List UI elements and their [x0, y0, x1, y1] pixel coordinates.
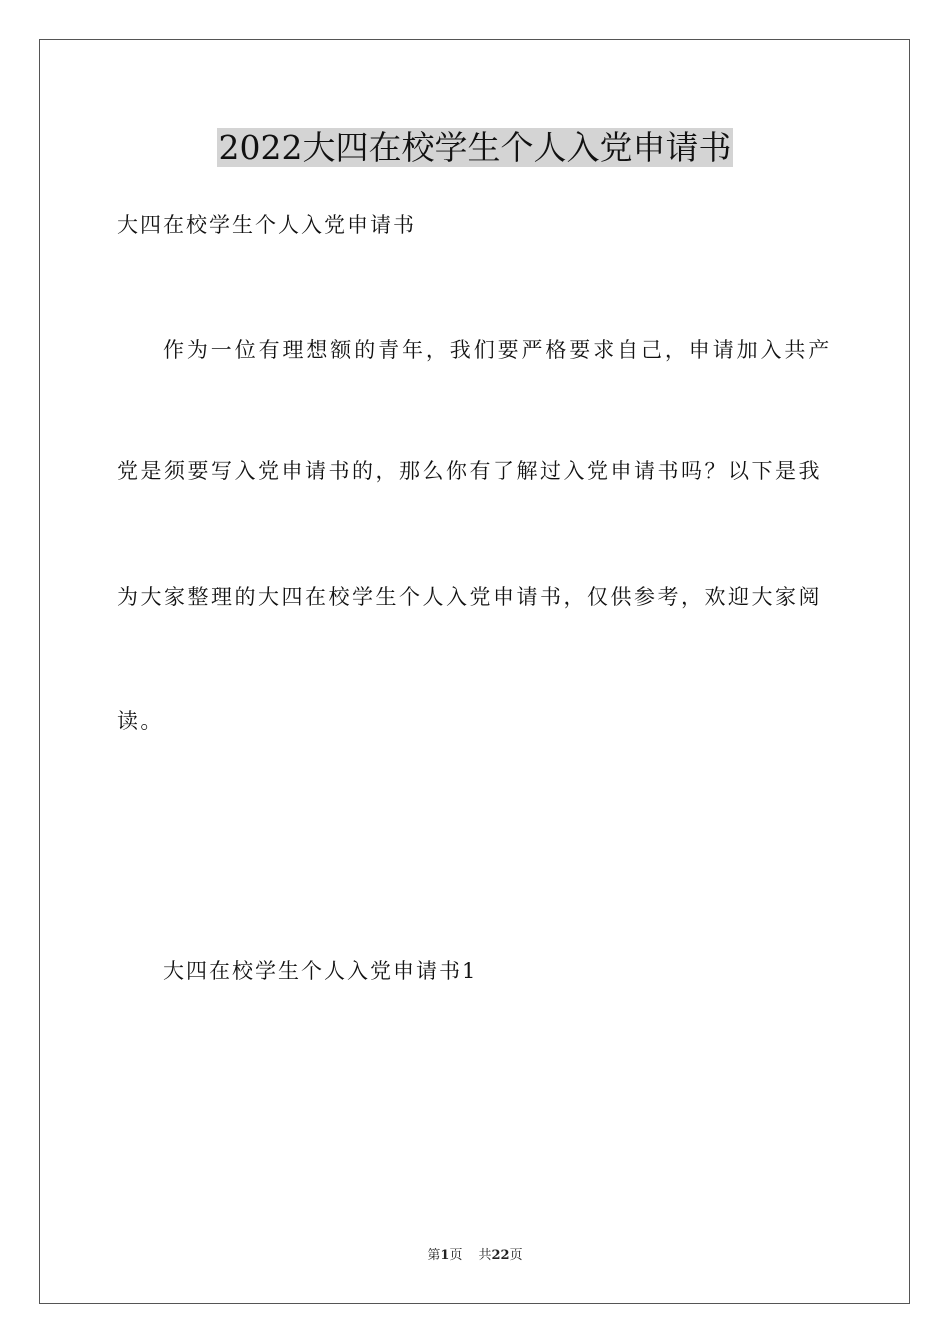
footer-total-suffix: 页: [509, 1248, 523, 1263]
page-footer: [0, 1247, 950, 1265]
footer-page-prefix: 第: [427, 1248, 441, 1263]
section-heading: 大四在校学生个人入党申请书1: [163, 959, 478, 983]
footer-total-prefix: 共: [478, 1248, 492, 1263]
paragraph-line: 作为一位有理想额的青年，我们要严格要求自己，申请加入共产: [163, 338, 833, 362]
paragraph-line: 读。: [117, 709, 164, 733]
footer-page-total: 22: [491, 1248, 510, 1263]
footer-page-suffix: 页: [449, 1248, 463, 1263]
paragraph-line: 党是须要写入党申请书的，那么你有了解过入党申请书吗？以下是我: [117, 459, 822, 483]
document-title-text: 2022大四在校学生个人入党申请书: [218, 128, 732, 167]
footer-page-current: 1: [440, 1248, 450, 1263]
document-subtitle: 大四在校学生个人入党申请书: [117, 213, 416, 237]
document-title: [0, 125, 950, 171]
paragraph-line: 为大家整理的大四在校学生个人入党申请书，仅供参考，欢迎大家阅: [117, 585, 822, 609]
